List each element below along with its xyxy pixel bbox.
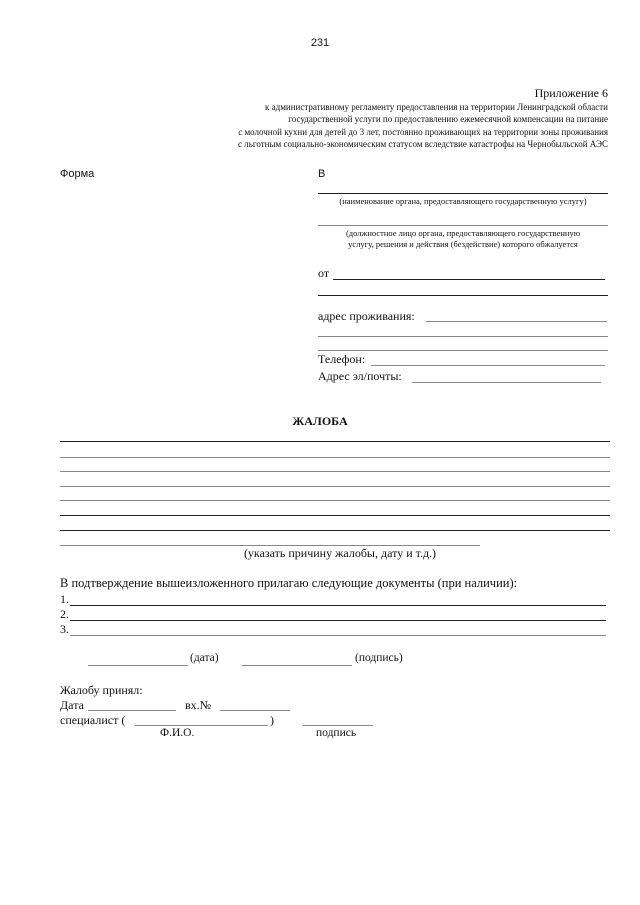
specialist-signature-label: подпись [316, 727, 357, 739]
phone-field-line[interactable] [371, 365, 605, 366]
reason-hint: (указать причину жалобы, дату и т.д.) [243, 546, 437, 560]
to-label: В [318, 168, 326, 180]
attachment-line[interactable] [70, 605, 606, 606]
form-label: Форма [60, 168, 95, 180]
organ-field-line[interactable] [318, 193, 608, 194]
signature-label: (подпись) [355, 652, 403, 664]
from-field-line[interactable] [333, 279, 605, 280]
specialist-signature-line[interactable] [303, 725, 373, 726]
official-field-line[interactable] [318, 225, 608, 226]
complaint-line[interactable] [60, 486, 610, 487]
accepted-label: Жалобу принял: [60, 683, 143, 697]
email-label: Адрес эл/почты: [318, 369, 402, 383]
appendix-description [88, 101, 608, 150]
official-hint-line: услугу, решения и действия (бездействие) которого обжалуется [348, 239, 578, 249]
fio-label: Ф.И.О. [160, 727, 195, 739]
organ-hint: (наименование органа, предоставляющего государственную услугу) [339, 196, 587, 206]
appendix-title: Приложение 6 [534, 86, 608, 100]
date-label: (дата) [190, 652, 219, 664]
specialist-line[interactable] [135, 725, 268, 726]
address-label: адрес проживания: [318, 309, 415, 323]
appendix-line: к административному регламенту предоставления на территории Ленинградской области [265, 102, 608, 112]
official-hint [318, 228, 608, 250]
complaint-line[interactable] [60, 471, 610, 472]
attachments-intro: В подтверждение вышеизложенного прилагаю следующие документы (при наличии): [60, 576, 518, 590]
signature-field-line[interactable] [242, 665, 352, 666]
accept-date-label: Дата [60, 698, 84, 712]
address-field-line[interactable] [426, 321, 607, 322]
date-field-line[interactable] [88, 665, 188, 666]
appendix-line: с льготным социально-экономическим статусом вследствие катастрофы на Чернобыльской АЭС [238, 138, 608, 149]
page-number: 231 [310, 37, 330, 49]
attachment-line[interactable] [70, 635, 606, 636]
address-field-line-2[interactable] [318, 336, 608, 337]
from-field-line-2[interactable] [318, 295, 608, 296]
attachment-line[interactable] [70, 620, 606, 621]
incoming-line[interactable] [220, 710, 290, 711]
address-field-line-3[interactable] [318, 350, 608, 351]
phone-label: Телефон: [318, 352, 366, 366]
appendix-line: государственной услуги по предоставлению ежемесячной компенсации на питание [288, 114, 608, 125]
official-hint-line: (должностное лицо органа, предоставляющего государственную [345, 228, 581, 238]
complaint-line[interactable] [60, 500, 610, 501]
from-label: от [318, 266, 330, 280]
complaint-line[interactable] [60, 441, 610, 442]
appendix-line: с молочной кухни для детей до 3 лет, постоянно проживающих на территории зоны проживания [238, 126, 608, 137]
accept-date-line[interactable] [88, 710, 176, 711]
complaint-line[interactable] [60, 515, 610, 516]
attachment-number: 3. [60, 622, 69, 636]
specialist-label: специалист ( [60, 713, 126, 727]
complaint-line[interactable] [60, 530, 610, 531]
complaint-line[interactable] [60, 457, 610, 458]
specialist-close-paren: ) [270, 713, 274, 727]
email-field-line[interactable] [412, 382, 601, 383]
incoming-label: вх.№ [185, 698, 212, 712]
attachment-number: 1. [60, 592, 69, 606]
attachment-number: 2. [60, 607, 69, 621]
complaint-title: ЖАЛОБА [292, 414, 348, 428]
